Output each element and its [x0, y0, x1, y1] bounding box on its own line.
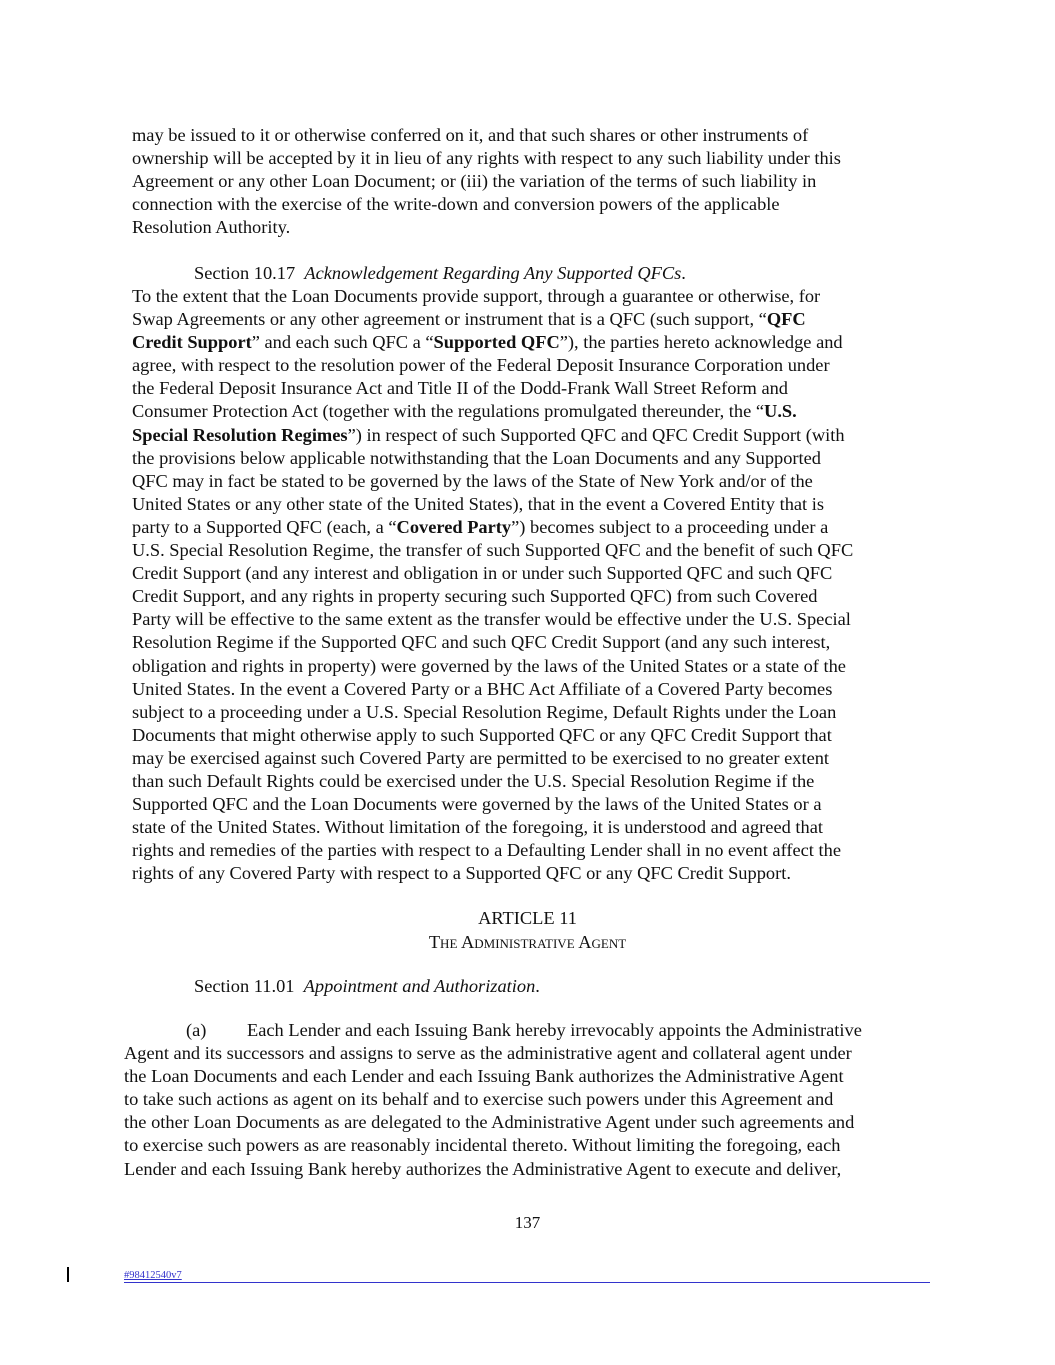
- text-line: QFC may in fact be stated to be governed by the laws of the State of New York and/or of the: [132, 470, 813, 491]
- text-run: Each Lender and each Issuing Bank hereby irrevocably appoints the Administrative: [247, 1020, 862, 1040]
- continuation-paragraph: [132, 124, 841, 239]
- text-line: agree, with respect to the resolution power of the Federal Deposit Insurance Corporation under: [132, 355, 830, 376]
- text-line: Credit Support (and any interest and obligation in or under such Supported QFC and such QFC: [132, 563, 833, 584]
- text-line: Agreement or any other Loan Document; or (iii) the variation of the terms of such liability in: [132, 171, 817, 192]
- text-line: rights and remedies of the parties with respect to a Defaulting Lender shall in no event affect the: [132, 840, 841, 861]
- text-line: state of the United States. Without limitation of the foregoing, it is understood and agreed that: [132, 817, 823, 838]
- defined-term: QFC: [766, 309, 806, 330]
- text-line: [132, 424, 853, 447]
- text-line: connection with the exercise of the write-down and conversion powers of the applicable: [132, 194, 780, 215]
- text-line: Agent and its successors and assigns to serve as the administrative agent and collateral agent under: [124, 1043, 852, 1064]
- text-run: Swap Agreements or any other agreement or instrument that is a QFC (such support, “: [132, 309, 767, 330]
- defined-term: Supported QFC: [433, 332, 560, 353]
- section-title-punctuation: .: [535, 976, 540, 996]
- text-line: [124, 1019, 862, 1042]
- section-title: Appointment and Authorization: [303, 976, 536, 996]
- text-line: the Federal Deposit Insurance Act and Title II of the Dodd-Frank Wall Street Reform and: [132, 378, 788, 399]
- text-line: Supported QFC and the Loan Documents were governed by the laws of the United States or a: [132, 794, 822, 815]
- text-line: to exercise such powers as are reasonably incidental thereto. Without limiting the foregoing, each: [124, 1135, 841, 1156]
- revision-bar: [67, 1267, 69, 1282]
- section-number: Section 11.01: [194, 976, 295, 996]
- document-id-link[interactable]: #98412540v7: [124, 1270, 182, 1281]
- text-line: the other Loan Documents as are delegated to the Administrative Agent under such agreements and: [124, 1112, 855, 1133]
- section-10-17-paragraph: [132, 285, 853, 885]
- text-line: the provisions below applicable notwithstanding that the Loan Documents and any Supported: [132, 447, 822, 468]
- defined-term: Credit Support: [132, 332, 252, 353]
- text-line: rights of any Covered Party with respect to a Supported QFC or any QFC Credit Support.: [132, 863, 791, 884]
- text-line: [132, 400, 853, 423]
- text-line: may be exercised against such Covered Party are permitted to be exercised to no greater extent: [132, 747, 830, 768]
- text-line: To the extent that the Loan Documents provide support, through a guarantee or otherwise, for: [132, 286, 821, 306]
- defined-term: Covered Party: [396, 516, 512, 537]
- text-line: Resolution Authority.: [132, 217, 291, 238]
- text-line: Credit Support, and any rights in property securing such Supported QFC) from such Covered: [132, 586, 818, 607]
- text-line: to take such actions as agent on its behalf and to exercise such powers under this Agreement and: [124, 1089, 834, 1110]
- text-run: ”) becomes subject to a proceeding under a: [511, 516, 829, 537]
- text-line: Documents that might otherwise apply to such Supported QFC or any QFC Credit Support that: [132, 724, 832, 745]
- text-line: [132, 516, 853, 539]
- text-line: Lender and each Issuing Bank hereby authorizes the Administrative Agent to execute and deliver,: [124, 1158, 842, 1179]
- text-line: [132, 331, 853, 354]
- paragraph-enumerator: (a): [186, 1020, 207, 1040]
- text-run: Consumer Protection Act (together with the regulations promulgated thereunder, the “: [132, 401, 765, 422]
- text-line: United States. In the event a Covered Party or a BHC Act Affiliate of a Covered Party becomes: [132, 678, 833, 699]
- text-line: subject to a proceeding under a U.S. Special Resolution Regime, Default Rights under the Loan: [132, 701, 837, 722]
- section-11-01-heading: [194, 975, 540, 998]
- text-run: party to a Supported QFC (each, a “: [132, 516, 397, 537]
- article-number: ARTICLE 11: [478, 908, 577, 928]
- text-line: Resolution Regime if the Supported QFC and such QFC Credit Support (and any such interest,: [132, 632, 831, 653]
- text-line: U.S. Special Resolution Regime, the transfer of such Supported QFC and the benefit of such QFC: [132, 540, 854, 561]
- section-title: Acknowledgement Regarding Any Supported QFCs: [304, 263, 682, 283]
- section-number: Section 10.17: [194, 263, 296, 283]
- text-line: than such Default Rights could be exercised under the U.S. Special Resolution Regime if the: [132, 770, 815, 791]
- section-10-17-heading: [194, 262, 686, 285]
- text-line: ownership will be accepted by it in lieu of any rights with respect to any such liability under this: [132, 148, 841, 169]
- text-run: ” and each such QFC a “: [251, 332, 434, 353]
- footer-rule: [124, 1282, 930, 1283]
- text-line: may be issued to it or otherwise conferred on it, and that such shares or other instruments of: [132, 125, 809, 145]
- defined-term: Special Resolution Regimes: [132, 424, 348, 445]
- defined-term: U.S.: [764, 401, 797, 422]
- text-run: ”) in respect of such Supported QFC and QFC Credit Support (with: [347, 424, 845, 445]
- text-line: [132, 308, 853, 331]
- text-line: the Loan Documents and each Lender and each Issuing Bank authorizes the Administrative Agent: [124, 1066, 844, 1087]
- text-line: United States or any other state of the United States), that in the event a Covered Entity that is: [132, 493, 825, 514]
- section-title-punctuation: .: [681, 263, 686, 283]
- text-line: obligation and rights in property) were governed by the laws of the United States or a state of the: [132, 655, 846, 676]
- text-line: Party will be effective to the same extent as the transfer would be effective under the U.S. Special: [132, 609, 851, 630]
- text-run: ”), the parties hereto acknowledge and: [559, 332, 843, 353]
- section-11-01-paragraph-a: [124, 1019, 862, 1181]
- page-number: 137: [514, 1213, 541, 1232]
- article-title: The Administrative Agent: [428, 932, 627, 952]
